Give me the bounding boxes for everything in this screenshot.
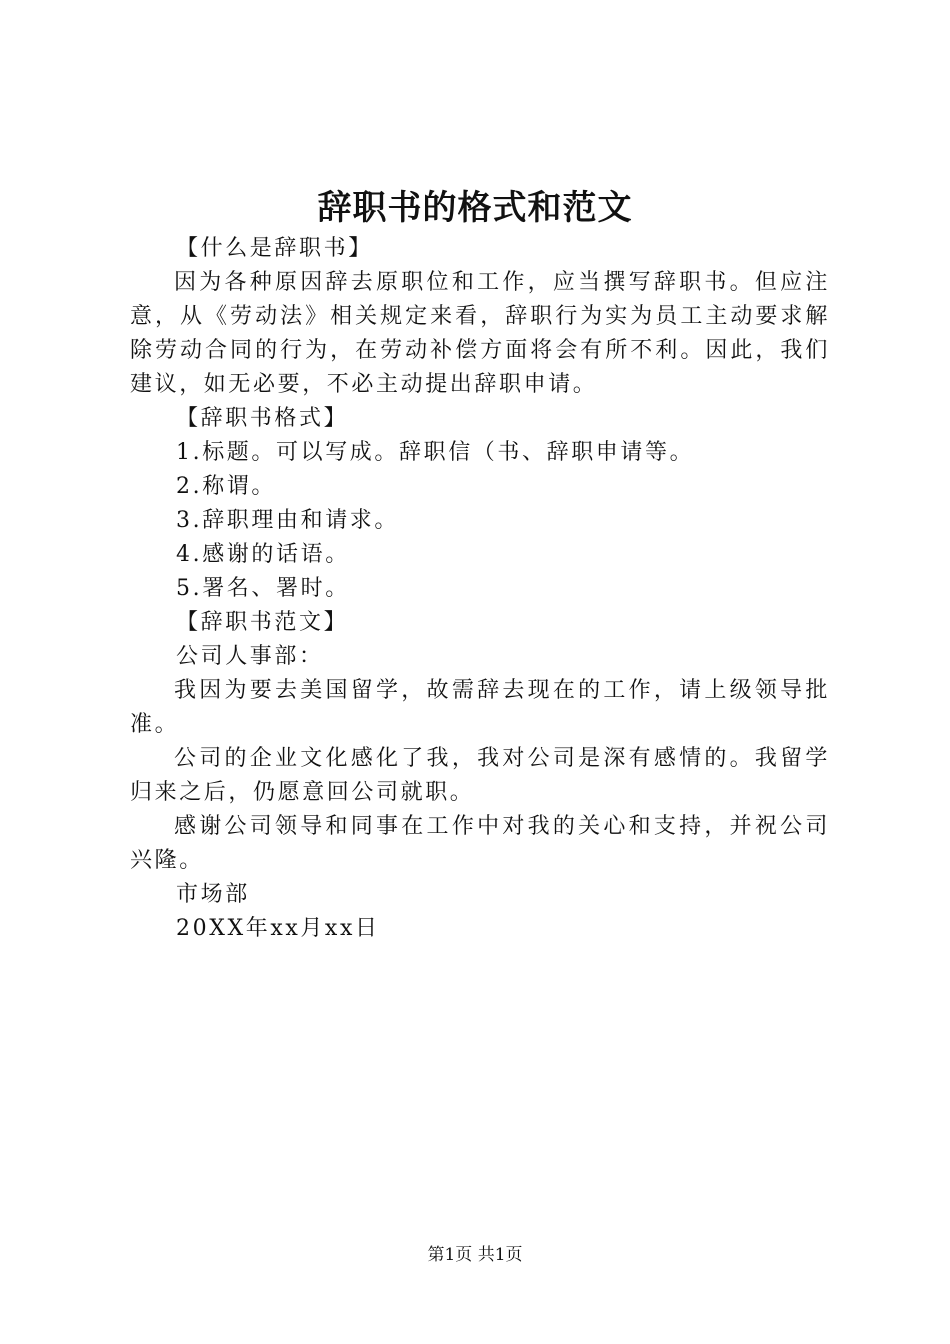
format-item: 3.辞职理由和请求。	[176, 508, 399, 533]
section-heading-format: 【辞职书格式】	[176, 406, 349, 431]
document-title: 辞职书的格式和范文	[317, 188, 633, 228]
letter-signature: 市场部	[176, 882, 250, 907]
letter-paragraph: 感谢公司领导和同事在工作中对我的关心和支持，并祝公司兴隆。	[130, 814, 830, 873]
letter-paragraph: 公司的企业文化感化了我，我对公司是深有感情的。我留学归来之后，仍愿意回公司就职。	[130, 746, 830, 805]
section-heading-sample: 【辞职书范文】	[176, 610, 349, 635]
format-item: 4.感谢的话语。	[176, 542, 350, 567]
format-item: 1.标题。可以写成。辞职信（书、辞职申请等。	[176, 440, 695, 465]
section-heading-what: 【什么是辞职书】	[176, 236, 373, 261]
format-item: 2.称谓。	[176, 474, 276, 499]
document-body	[130, 232, 830, 946]
paragraph-what: 因为各种原因辞去原职位和工作，应当撰写辞职书。但应注意，从《劳动法》相关规定来看，辞职行为实为员工主动要求解除劳动合同的行为，在劳动补偿方面将会有所不利。因此，我们建议，如无必要，不必主动提出辞职申请。	[130, 270, 830, 397]
page-footer: 第1页 共1页	[427, 1245, 523, 1265]
format-item: 5.署名、署时。	[176, 576, 350, 601]
letter-salutation: 公司人事部：	[176, 644, 324, 669]
letter-date: 20XX年xx月xx日	[176, 916, 380, 941]
letter-paragraph: 我因为要去美国留学，故需辞去现在的工作，请上级领导批准。	[130, 678, 830, 737]
